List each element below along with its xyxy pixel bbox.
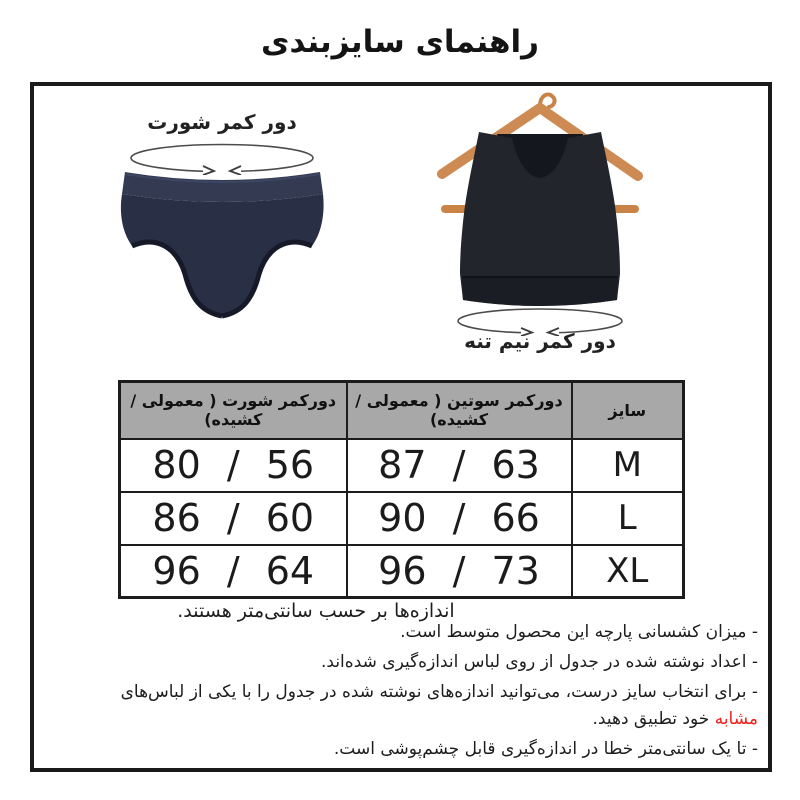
- shorts-measure-label: دور کمر شورت: [147, 110, 297, 134]
- header-shorts: دورکمر شورت ( معمولی / کشیده): [120, 382, 347, 439]
- units-note: اندازه‌ها بر حسب سانتی‌متر هستند.: [177, 600, 455, 622]
- page-title: راهنمای سایزبندی: [261, 24, 539, 60]
- highlighted-word: مشابه: [714, 709, 758, 729]
- table-row-xl: [120, 545, 684, 598]
- note-bullet-elasticity: - میزان کشسانی پارچه این محصول متوسط است.: [400, 622, 758, 642]
- size-value: M: [572, 439, 684, 492]
- table-row-m: [120, 439, 684, 492]
- bra-illustration: [425, 90, 655, 312]
- shorts-measure-value: 86 / 60: [120, 492, 347, 545]
- notes-list: [50, 619, 758, 766]
- header-size: سایز: [572, 382, 684, 439]
- shorts-measure-value: 96 / 64: [120, 545, 347, 598]
- table-row-l: [120, 492, 684, 545]
- content-frame: [30, 82, 772, 772]
- size-table: [118, 380, 685, 599]
- size-value: XL: [572, 545, 684, 598]
- briefs-illustration: [115, 158, 330, 328]
- note-bullet-measured-on-garment: - اعداد نوشته شده در جدول از روی لباس اندازه‌گیری شده‌اند.: [321, 652, 758, 672]
- bra-measure-label: دور کمر نیم تنه: [464, 329, 616, 353]
- note-bullet-compare-similar: - برای انتخاب سایز درست، می‌توانید اندازه‌های نوشته شده در جدول را با یکی از لباس‌های مشابه خود تطبیق دهید.: [120, 682, 758, 729]
- header-bra: دورکمر سوتین ( معمولی / کشیده): [347, 382, 572, 439]
- note-bullet-tolerance: - تا یک سانتی‌متر خطا در اندازه‌گیری قابل چشم‌پوشی است.: [333, 739, 758, 759]
- shorts-measure-value: 80 / 56: [120, 439, 347, 492]
- size-table-header-row: [120, 382, 684, 439]
- bra-measure-value: 96 / 73: [347, 545, 572, 598]
- bra-measure-value: 90 / 66: [347, 492, 572, 545]
- size-value: L: [572, 492, 684, 545]
- bra-measure-value: 87 / 63: [347, 439, 572, 492]
